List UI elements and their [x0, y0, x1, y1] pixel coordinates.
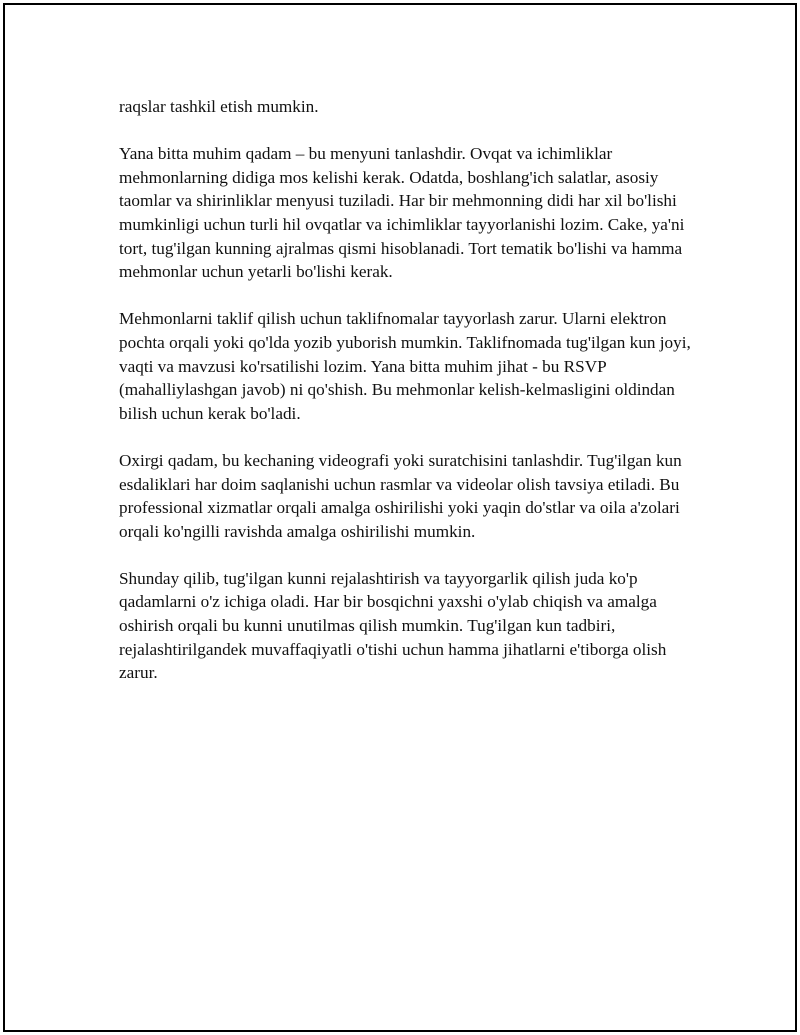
paragraph-3: Mehmonlarni taklif qilish uchun taklifnomalar tayyorlash zarur. Ularni elektron pochta orqali yoki qo'lda yozib yuborish mumkin. Taklifnomada tug'ilgan kun joyi, vaqti va mavzusi ko'rsatilishi lozim. Yana bitta muhim jihat - bu RSVP (mahalliylashgan javob) ni qo'shish. Bu mehmonlar kelish-kelmasligini oldindan bilish uchun kerak bo'ladi.: [119, 309, 691, 423]
paragraph-4: Oxirgi qadam, bu kechaning videografi yoki suratchisini tanlashdir. Tug'ilgan kun esdaliklari har doim saqlanishi uchun rasmlar va videolar olish tavsiya etiladi. Bu professional xizmatlar orqali amalga oshirilishi yoki yaqin do'stlar va oila a'zolari orqali ko'ngilli ravishda amalga oshirilishi mumkin.: [119, 450, 682, 541]
document-page: [3, 3, 797, 1032]
paragraph-1: raqslar tashkil etish mumkin.: [119, 97, 319, 116]
paragraph-5: Shunday qilib, tug'ilgan kunni rejalashtirish va tayyorgarlik qilish juda ko'p qadamlarni o'z ichiga oladi. Har bir bosqichni yaxshi o'ylab chiqish va amalga oshirish orqali bu kunni unutilmas qilish mumkin. Tug'ilgan kun tadbiri, rejalashtirilgandek muvaffaqiyatli o'tishi uchun hamma jihatlarni e'tiborga olish zarur.: [119, 568, 667, 683]
document-body: [119, 95, 691, 708]
paragraph-2: Yana bitta muhim qadam – bu menyuni tanlashdir. Ovqat va ichimliklar mehmonlarning didiga mos kelishi kerak. Odatda, boshlang'ich salatlar, asosiy taomlar va shirinliklar menyusi tuziladi. Har bir mehmonning didi har xil bo'lishi mumkinligi uchun turli hil ovqatlar va ichimliklar tayyorlanishi lozim. Cake, ya'ni tort, tug'ilgan kunning ajralmas qismi hisoblanadi. Tort tematik bo'lishi va hamma mehmonlar uchun yetarli bo'lishi kerak.: [119, 144, 685, 282]
